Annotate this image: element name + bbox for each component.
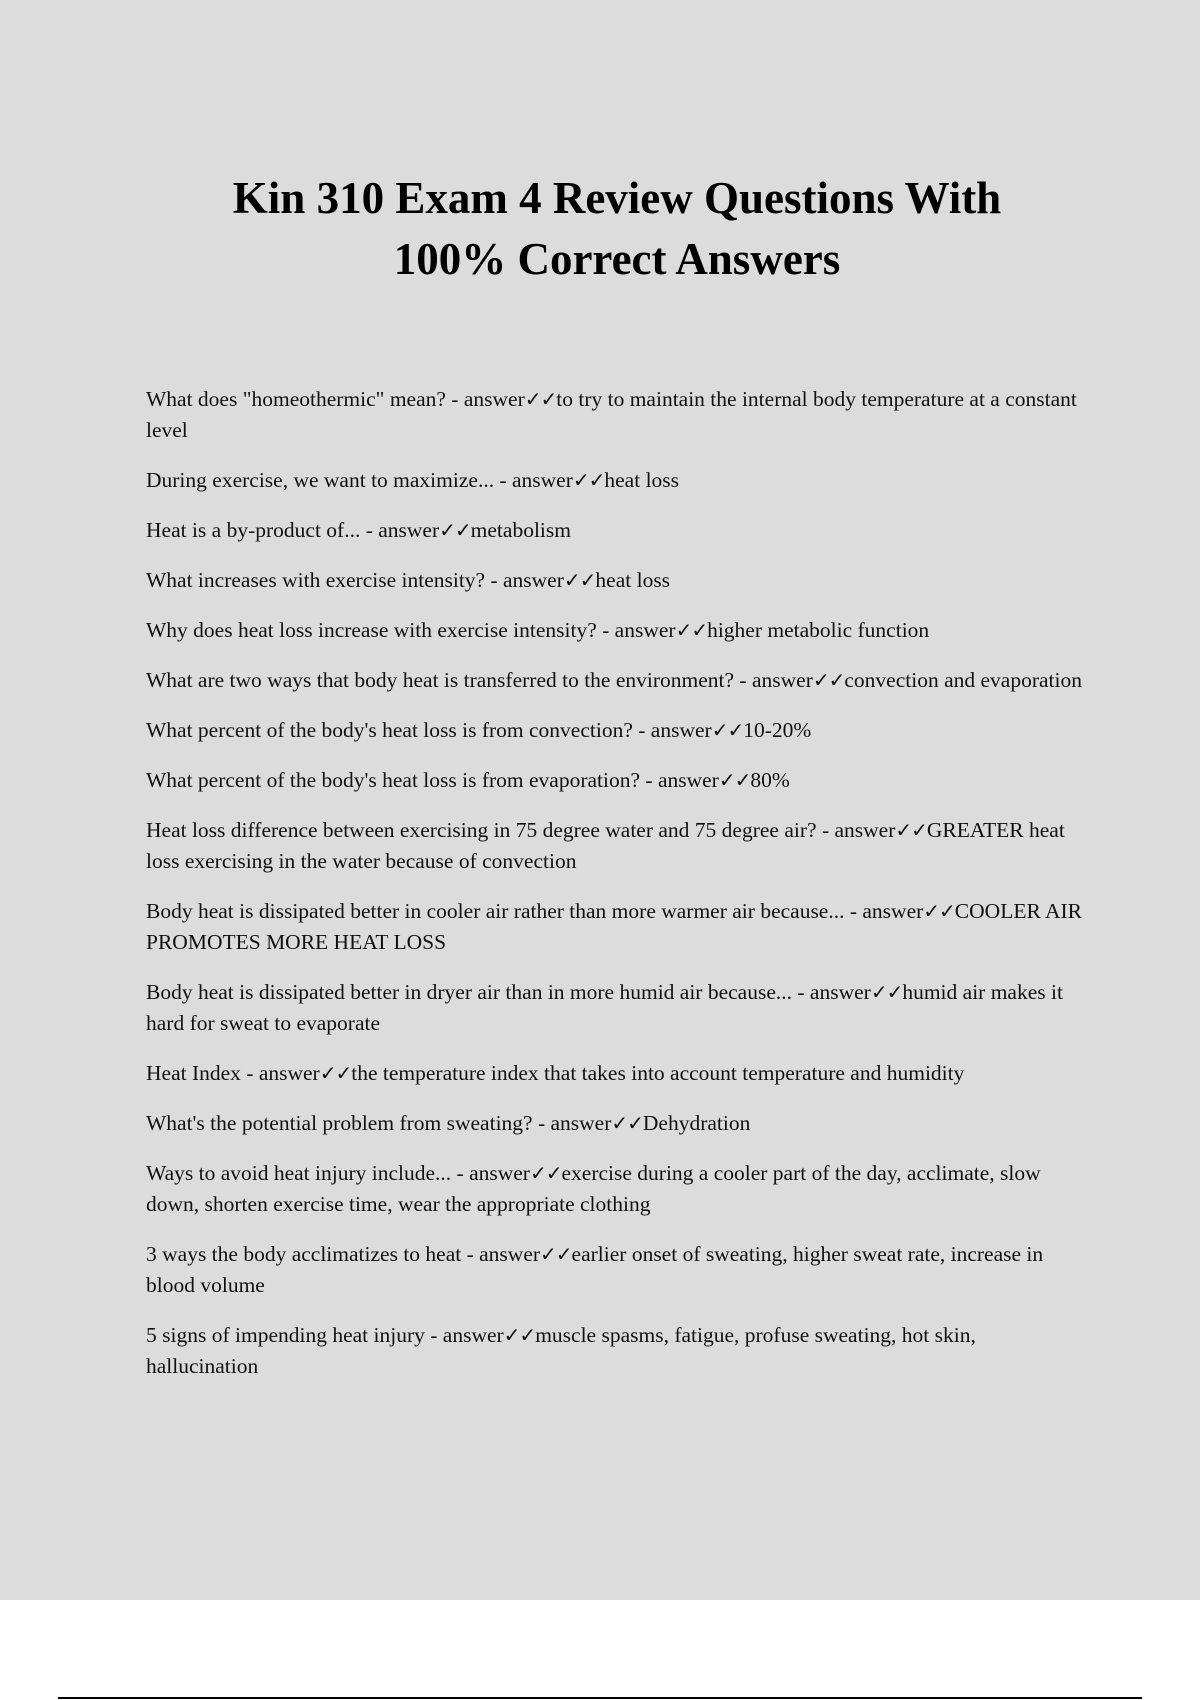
answer-marker: answer bbox=[442, 1323, 504, 1347]
double-check-icon: ✓✓ bbox=[529, 1161, 562, 1185]
answer-marker: answer bbox=[657, 768, 719, 792]
answer-marker: answer bbox=[809, 980, 871, 1004]
question-text: Body heat is dissipated better in dryer air than in more humid air because... - bbox=[146, 980, 810, 1004]
question-text: Body heat is dissipated better in cooler air rather than more warmer air because... - bbox=[146, 899, 863, 923]
answer-text: to try to maintain the internal body temperature at a constant level bbox=[146, 387, 1077, 442]
double-check-icon: ✓✓ bbox=[540, 1242, 572, 1266]
answer-marker: answer bbox=[463, 387, 525, 411]
double-check-icon: ✓✓ bbox=[923, 899, 955, 923]
answer-text: higher metabolic function bbox=[707, 618, 930, 642]
qa-item bbox=[146, 1058, 1086, 1089]
answer-text: 10-20% bbox=[743, 718, 812, 742]
double-check-icon: ✓✓ bbox=[895, 818, 927, 842]
answer-marker: answer bbox=[650, 718, 712, 742]
qa-item bbox=[146, 384, 1086, 446]
question-text: What are two ways that body heat is transferred to the environment? - bbox=[146, 668, 752, 692]
answer-text: convection and evaporation bbox=[844, 668, 1082, 692]
question-text: 5 signs of impending heat injury - bbox=[146, 1323, 443, 1347]
double-check-icon: ✓✓ bbox=[563, 568, 596, 592]
answer-marker: answer bbox=[503, 568, 564, 592]
title-line-1: Kin 310 Exam 4 Review Questions With bbox=[232, 173, 1002, 223]
question-text: What increases with exercise intensity? - bbox=[146, 568, 503, 592]
bottom-rule bbox=[58, 1697, 1142, 1699]
answer-marker: answer bbox=[862, 899, 924, 923]
answer-text: heat loss bbox=[604, 468, 680, 492]
qa-item bbox=[146, 465, 1086, 496]
qa-item bbox=[146, 977, 1086, 1039]
question-text: What percent of the body's heat loss is from convection? - bbox=[146, 718, 651, 742]
answer-text: the temperature index that takes into account temperature and humidity bbox=[351, 1061, 965, 1085]
answer-marker: answer bbox=[378, 518, 440, 542]
double-check-icon: ✓✓ bbox=[572, 468, 605, 492]
qa-item bbox=[146, 1320, 1086, 1382]
double-check-icon: ✓✓ bbox=[675, 618, 708, 642]
answer-marker: answer bbox=[550, 1111, 612, 1135]
answer-marker: answer bbox=[834, 818, 896, 842]
qa-item bbox=[146, 896, 1086, 958]
answer-text: heat loss bbox=[595, 568, 671, 592]
double-check-icon: ✓✓ bbox=[524, 387, 557, 411]
qa-item bbox=[146, 565, 1086, 596]
answer-marker: answer bbox=[479, 1242, 541, 1266]
answer-text: muscle spasms, fatigue, profuse sweating, hot skin, hallucination bbox=[146, 1323, 976, 1378]
qa-item bbox=[146, 765, 1086, 796]
double-check-icon: ✓✓ bbox=[718, 768, 751, 792]
question-text: During exercise, we want to maximize... - bbox=[146, 468, 512, 492]
qa-item bbox=[146, 1108, 1086, 1139]
qa-list bbox=[146, 384, 1086, 1382]
double-check-icon: ✓✓ bbox=[812, 668, 845, 692]
question-text: What percent of the body's heat loss is from evaporation? - bbox=[146, 768, 658, 792]
qa-item bbox=[146, 515, 1086, 546]
qa-item bbox=[146, 1239, 1086, 1301]
answer-marker: answer bbox=[511, 468, 573, 492]
answer-marker: answer bbox=[469, 1161, 530, 1185]
question-text: Ways to avoid heat injury include... - bbox=[146, 1161, 470, 1185]
title-line-2: 100% Correct Answers bbox=[393, 234, 841, 284]
question-text: Why does heat loss increase with exercise intensity? - bbox=[146, 618, 615, 642]
double-check-icon: ✓✓ bbox=[611, 1111, 643, 1135]
document-title bbox=[0, 168, 1200, 290]
answer-text: 80% bbox=[750, 768, 790, 792]
qa-item bbox=[146, 615, 1086, 646]
double-check-icon: ✓✓ bbox=[319, 1061, 352, 1085]
question-text: 3 ways the body acclimatizes to heat - bbox=[146, 1242, 480, 1266]
answer-text: Dehydration bbox=[642, 1111, 751, 1135]
answer-text: earlier onset of sweating, higher sweat rate, increase in blood volume bbox=[146, 1242, 1044, 1297]
answer-text: metabolism bbox=[470, 518, 571, 542]
qa-item bbox=[146, 1158, 1086, 1220]
question-text: What does "homeothermic" mean? - bbox=[146, 387, 464, 411]
answer-text: humid air makes it hard for sweat to evaporate bbox=[146, 980, 1063, 1035]
answer-text: GREATER heat loss exercising in the water because of convection bbox=[146, 818, 1065, 873]
answer-marker: answer bbox=[614, 618, 676, 642]
qa-item bbox=[146, 665, 1086, 696]
answer-text: exercise during a cooler part of the day, acclimate, slow down, shorten exercise time, wear the appropriate clothing bbox=[146, 1161, 1041, 1216]
double-check-icon: ✓✓ bbox=[870, 980, 903, 1004]
answer-marker: answer bbox=[751, 668, 813, 692]
question-text: Heat is a by-product of... - bbox=[146, 518, 379, 542]
question-text: Heat Index - bbox=[146, 1061, 259, 1085]
question-text: Heat loss difference between exercising in 75 degree water and 75 degree air? - bbox=[146, 818, 835, 842]
qa-item bbox=[146, 715, 1086, 746]
double-check-icon: ✓✓ bbox=[503, 1323, 536, 1347]
question-text: What's the potential problem from sweating? - bbox=[146, 1111, 551, 1135]
qa-item bbox=[146, 815, 1086, 877]
double-check-icon: ✓✓ bbox=[439, 518, 471, 542]
answer-marker: answer bbox=[258, 1061, 320, 1085]
double-check-icon: ✓✓ bbox=[711, 718, 744, 742]
answer-text: COOLER AIR PROMOTES MORE HEAT LOSS bbox=[146, 899, 1083, 954]
